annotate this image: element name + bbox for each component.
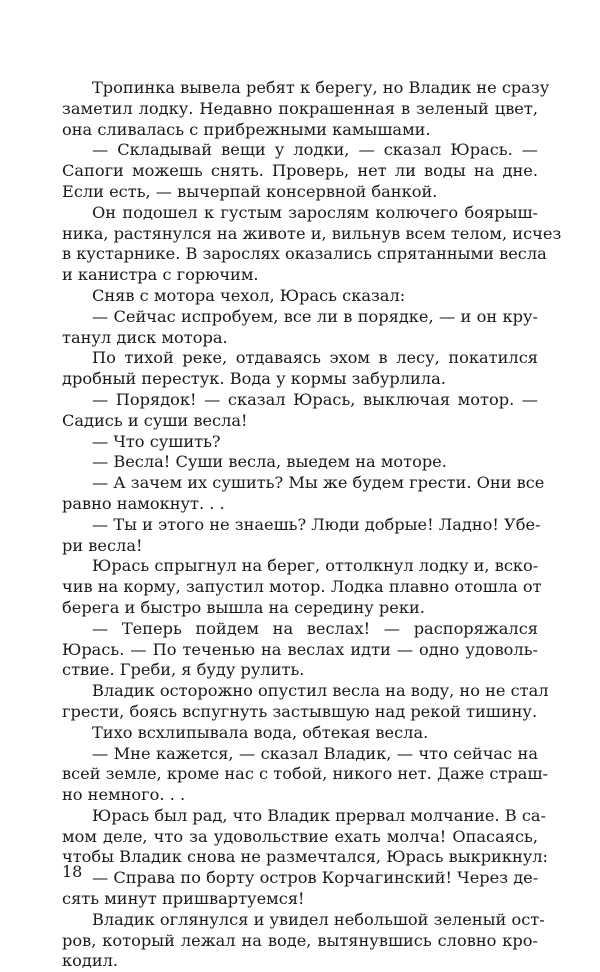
text-line: Владик оглянулся и увидел небольшой зеленый ост- — [92, 909, 545, 929]
text-line: сять минут пришвартуемся! — [62, 889, 305, 909]
text-line: ствие. Греби, я буду рулить. — [62, 660, 305, 680]
text-line: Если есть, — вычерпай консервной банкой. — [62, 181, 438, 201]
page-body-text — [62, 78, 562, 972]
page-number: 18 — [62, 862, 83, 881]
text-line: Юрась. — По теченью на веслах идти — одно удоволь- — [62, 639, 538, 659]
text-line: всей земле, кроме нас с тобой, никого нет. Даже страш- — [62, 764, 548, 784]
text-line: грести, боясь вспугнуть застывшую над рекой тишину. — [62, 701, 538, 721]
text-line: — А зачем их сушить? Мы же будем грести. Они все — [92, 473, 545, 493]
text-line: она сливалась с прибрежными камышами. — [62, 119, 431, 139]
text-line: — Мне кажется, — сказал Владик, — что сейчас на — [92, 743, 538, 763]
text-line: танул диск мотора. — [62, 327, 228, 347]
text-line: ров, который лежал на воде, вытянувшись словно кро- — [62, 930, 538, 950]
text-line: — Теперь пойдем на веслах! — распоряжался — [92, 618, 538, 638]
text-line: Тропинка вывела ребят к берегу, но Владик не сразу — [92, 78, 550, 97]
text-line: Тихо всхлипывала вода, обтекая весла. — [92, 722, 429, 742]
text-line: Садись и суши весла! — [62, 410, 248, 430]
text-line: кодил. — [62, 951, 119, 971]
text-line: чтобы Владик снова не размечтался, Юрась выкрикнул: — [62, 847, 549, 867]
text-line: заметил лодку. Недавно покрашенная в зеленый цвет, — [62, 98, 538, 118]
text-line: — Ты и этого не знаешь? Люди добрые! Ладно! Убе- — [92, 514, 541, 534]
text-line: — Весла! Суши весла, выедем на моторе. — [92, 452, 447, 472]
text-line: Юрась был рад, что Владик прервал молчание. В са- — [92, 805, 547, 825]
text-line: равно намокнут. . . — [62, 493, 225, 513]
text-line: ника, растянулся на животе и, вильнув всем телом, исчез — [62, 223, 562, 243]
text-line: в кустарнике. В зарослях оказались спрятанными весла — [62, 244, 547, 264]
text-line: — Порядок! — сказал Юрась, выключая мотор. — — [92, 389, 538, 409]
text-line: Сапоги можешь снять. Проверь, нет ли воды на дне. — [62, 161, 538, 181]
text-line: Владик осторожно опустил весла на воду, но не стал — [92, 681, 549, 701]
text-line: — Справа по борту остров Корчагинский! Через де- — [92, 868, 539, 888]
text-line: чив на корму, запустил мотор. Лодка плавно отошла от — [62, 577, 542, 597]
text-line: Юрась спрыгнул на берег, оттолкнул лодку и, вско- — [92, 556, 539, 576]
text-line: мом деле, что за удовольствие ехать молча! Опасаясь, — [62, 826, 538, 846]
text-line: — Сейчас испробуем, все ли в порядке, — и он кру- — [92, 306, 538, 326]
text-line: Он подошел к густым зарослям колючего боярыш- — [92, 202, 538, 222]
text-line: По тихой реке, отдаваясь эхом в лесу, покатился — [92, 348, 538, 368]
text-line: и канистра с горючим. — [62, 265, 259, 285]
text-line: — Что сушить? — [92, 431, 221, 451]
text-line: берега и быстро вышла на середину реки. — [62, 597, 425, 617]
text-line: дробный перестук. Вода у кормы забурлила. — [62, 369, 446, 389]
text-line: Сняв с мотора чехол, Юрась сказал: — [92, 285, 406, 305]
text-line: — Складывай вещи у лодки, — сказал Юрась. — — [92, 140, 538, 160]
text-line: но немного. . . — [62, 785, 186, 805]
text-line: ри весла! — [62, 535, 143, 555]
